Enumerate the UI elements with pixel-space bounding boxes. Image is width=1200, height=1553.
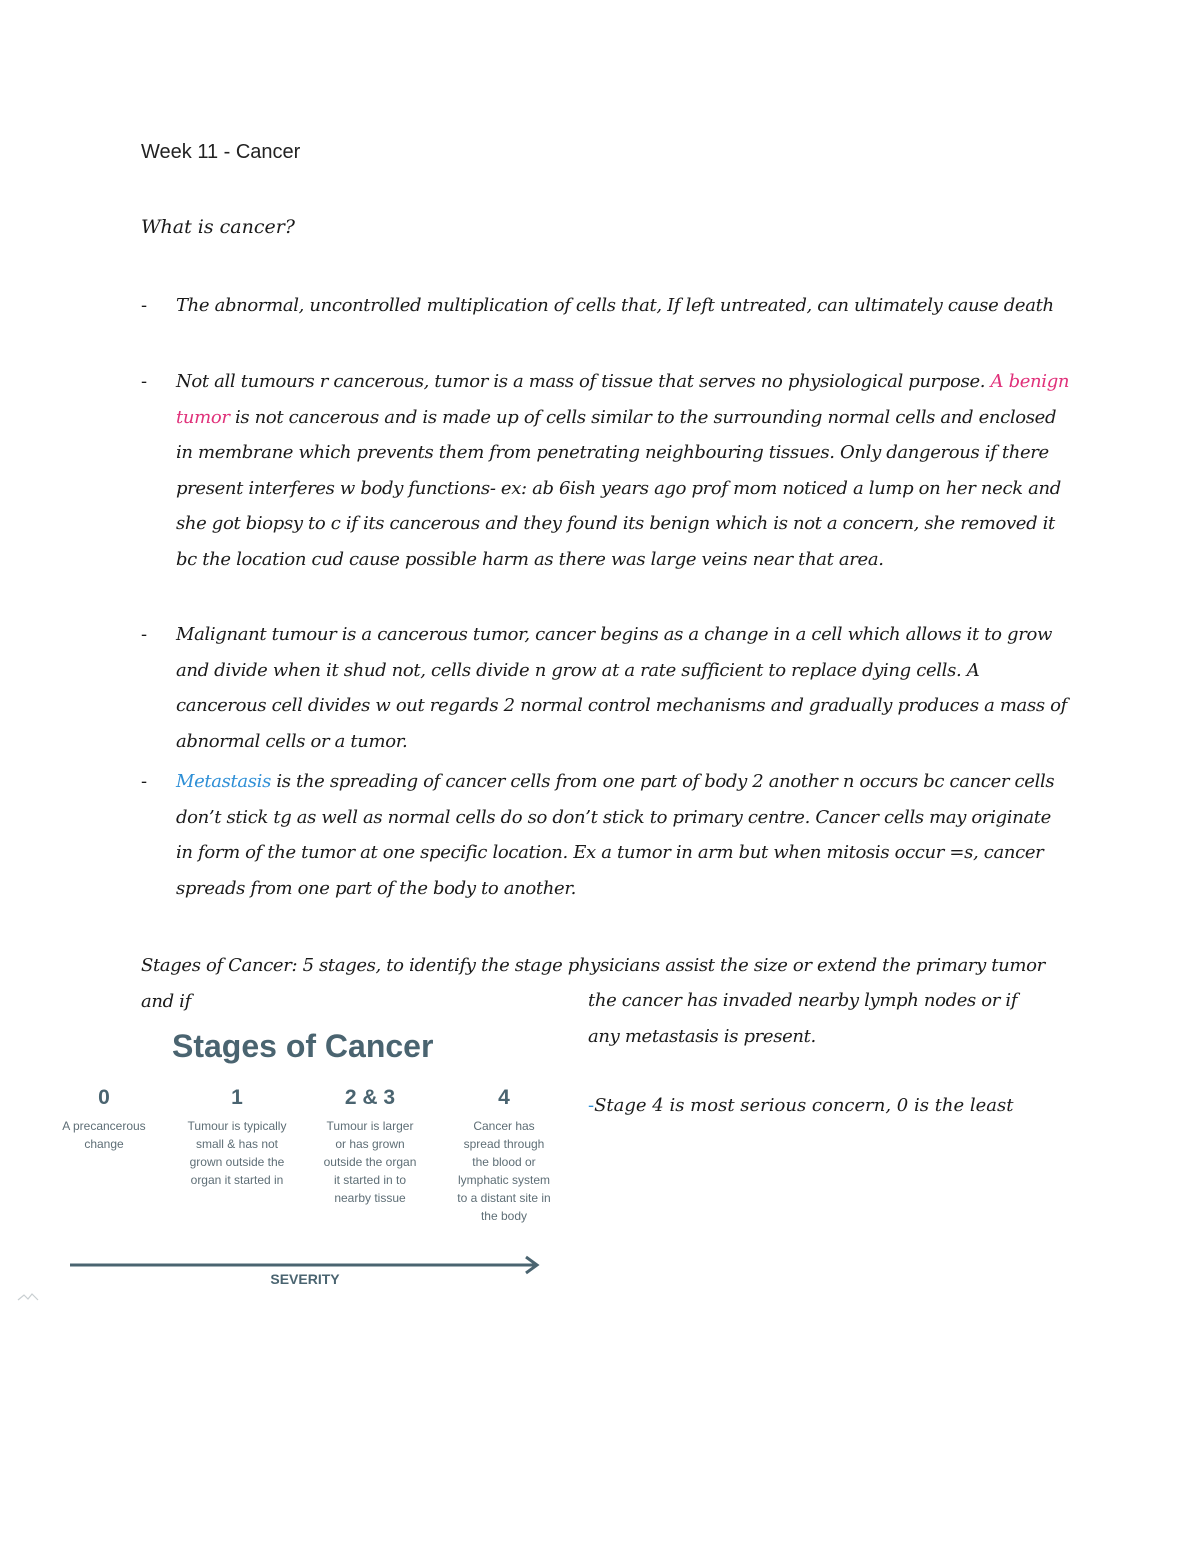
stage-column-0	[54, 1085, 154, 1153]
stages-infographic	[40, 1020, 560, 1305]
note-dash: -	[588, 1095, 595, 1116]
stage-number: 4	[498, 1086, 510, 1109]
stage-column-1	[187, 1085, 287, 1189]
infographic-heading: Stages of Cancer	[172, 1028, 434, 1064]
bullet-metastasis	[141, 764, 1071, 906]
stage-description: A precancerous change	[62, 1119, 146, 1151]
section-question: What is cancer?	[141, 216, 295, 238]
highlight-benign-tumor: A benign tumor	[176, 371, 1070, 428]
stage-number: 1	[231, 1086, 243, 1109]
stage-number: 2 & 3	[344, 1086, 396, 1109]
stage-column-4	[454, 1085, 554, 1225]
note-text: Stage 4 is most serious concern, 0 is the least	[594, 1095, 1014, 1116]
decorative-mark-icon	[16, 1292, 40, 1302]
page-title: Week 11 - Cancer	[141, 141, 301, 163]
bullet-text: Not all tumours r cancerous, tumor is a mass of tissue that serves no physiological purpose.	[176, 371, 991, 392]
bullet-text: The abnormal, uncontrolled multiplication of cells that, If left untreated, can ultimately cause death	[176, 295, 1054, 316]
bullet-text: Malignant tumour is a cancerous tumor, cancer begins as a change in a cell which allows it to grow and divide when it shud not, cells divide n grow at a rate sufficient to replace dying cells. A cancerous cell divides w out regards 2 normal control mechanisms and gradually produces a mass of abnormal cells or a tumor.	[176, 624, 1067, 752]
stages-intro-continued: the cancer has invaded nearby lymph nodes or if any metastasis is present.	[588, 990, 1018, 1047]
stage-description: Tumour is larger or has grown outside the organ it started in to nearby tissue	[323, 1119, 417, 1205]
bullet-text: is the spreading of cancer cells from one part of body 2 another n occurs bc cancer cells don’t stick tg as well as normal cells do so don’t stick to primary centre. Cancer cells may originate in form of the tumor at one specific location. Ex a tumor in arm but when mitosis occur =s, cancer spreads from one part of the body to another.	[176, 771, 1055, 899]
bullet-definition	[141, 288, 1071, 364]
severity-label: SEVERITY	[270, 1271, 340, 1287]
stage-description: Tumour is typically small & has not grown outside the organ it started in	[187, 1119, 287, 1187]
stage-description: Cancer has spread through the blood or lymphatic system to a distant site in the body	[457, 1119, 551, 1223]
bullet-benign-tumor	[141, 364, 1071, 617]
stage-column-2-3	[320, 1085, 420, 1207]
stage-number: 0	[98, 1086, 110, 1109]
bullet-list	[141, 288, 1071, 906]
stage4-note	[588, 1095, 1014, 1116]
highlight-metastasis: Metastasis	[176, 771, 271, 792]
bullet-malignant-tumor	[141, 617, 1071, 764]
bullet-text: is not cancerous and is made up of cells similar to the surrounding normal cells and enclosed in membrane which prevents them from penetrating neighbouring tissues. Only dangerous if there present interferes w body functions- ex: ab 6ish years ago prof mom noticed a lump on her neck and she got biopsy to c if its cancerous and they found its benign which is not a concern, she removed it bc the location cud cause possible harm as there was large veins near that area.	[176, 406, 1061, 570]
stages-intro: Stages of Cancer: 5 stages, to identify the stage physicians assist the size or extend the primary tumor and if	[141, 955, 1045, 1012]
